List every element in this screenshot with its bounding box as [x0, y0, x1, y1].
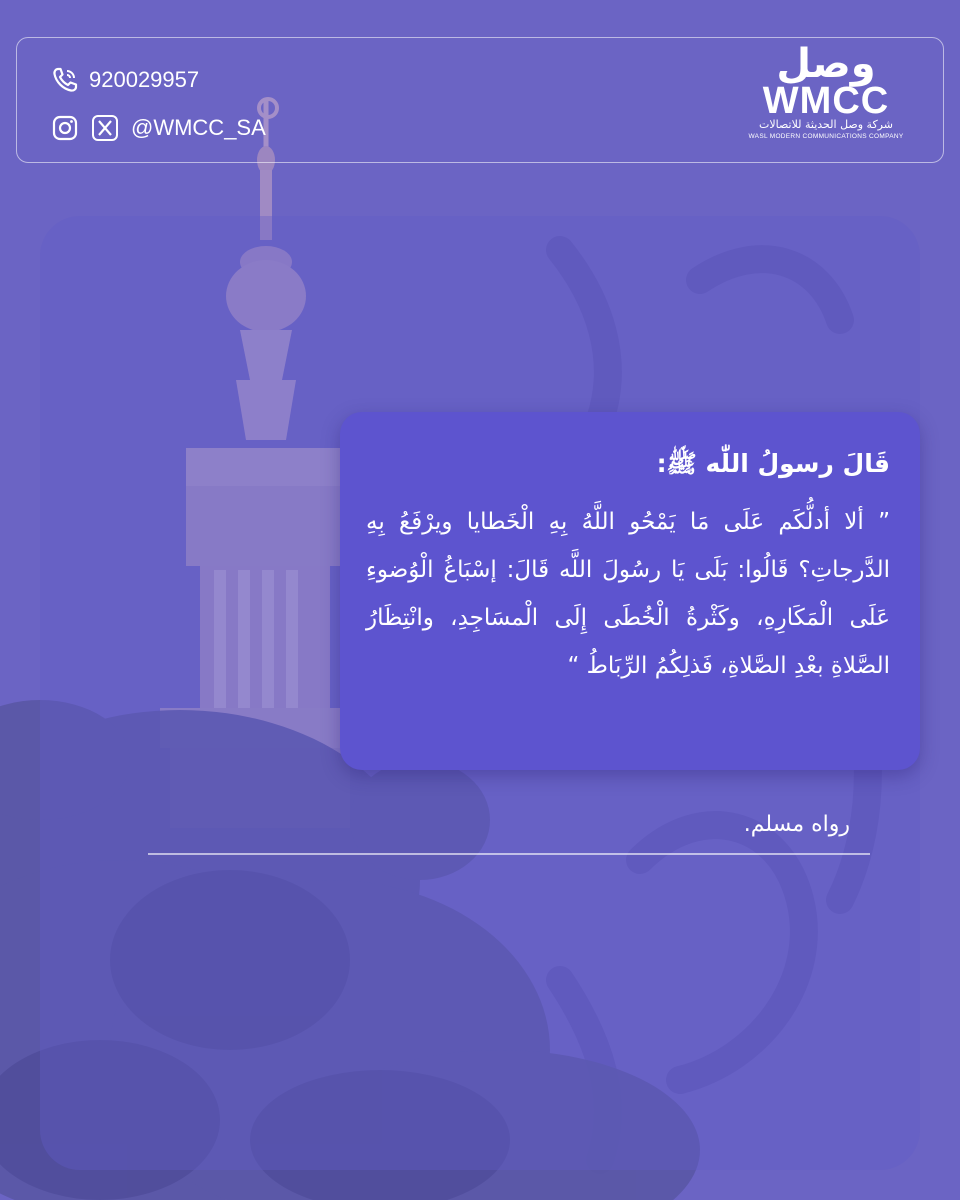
divider	[148, 853, 870, 855]
phone-number[interactable]: 920029957	[89, 67, 200, 92]
phone-icon	[51, 66, 79, 94]
logo-tagline-english: WASL MODERN COMMUNICATIONS COMPANY	[748, 133, 904, 140]
hadith-text: ” ألا أدلُّكَم عَلَى مَا يَمْحُو اللَّهُ بِهِ الْخَطايا ويرْفَعُ بِهِ الدَّرجاتِ؟ قَالُوا: بَلَى يَا رسُولَ اللَّه قَالَ: إسْبَاغُ الْوُضوءِ عَلَى الْمَكَارِهِ، وكَثْرةُ الْخُطَى إِلَى الْمسَاجِدِ، وانْتِظَارُ الصَّلاةِ بعْدِ الصَّلاةِ، فَذلِكُمُ الرِّبَاطُ “	[366, 509, 890, 679]
hadith-heading: قَالَ رسولُ اللّٰه ﷺ:	[656, 449, 890, 478]
logo-english: WMCC	[762, 80, 890, 122]
header-bar	[16, 37, 944, 163]
phone-contact	[51, 66, 199, 94]
social-handle[interactable]: @WMCC_SA	[131, 115, 266, 140]
hadith-card	[340, 412, 920, 770]
logo-arabic: وصل	[776, 41, 876, 87]
hadith-source: رواه مسلم.	[743, 812, 850, 837]
wmcc-logo	[741, 41, 911, 150]
instagram-icon[interactable]	[51, 114, 79, 142]
logo-tagline-arabic: شركة وصل الحديثة للاتصالات	[759, 118, 893, 131]
x-icon[interactable]	[91, 114, 119, 142]
social-contact	[51, 114, 266, 142]
